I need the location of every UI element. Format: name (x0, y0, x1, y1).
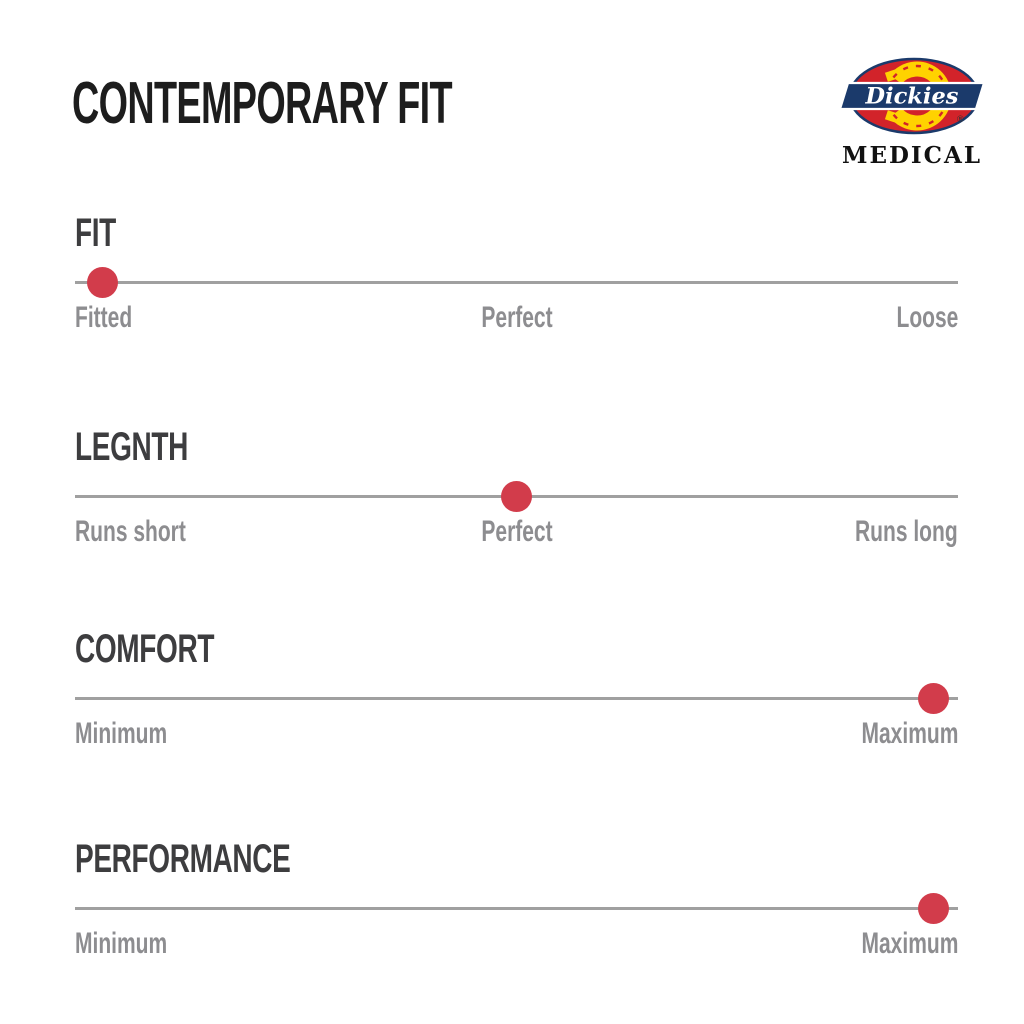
fit-scale-labels (75, 301, 958, 337)
length-scale-labels (75, 515, 958, 551)
comfort-scale-labels (75, 717, 958, 753)
scale-label-left: Runs short (75, 515, 186, 548)
dickies-logo (836, 52, 988, 172)
length-slider-dot (501, 481, 532, 512)
scale-label-right: Maximum (861, 927, 958, 960)
comfort-slider-track (75, 697, 958, 700)
scale-label-right: Loose (896, 301, 958, 334)
section-heading-comfort: COMFORT (75, 627, 215, 671)
performance-slider-dot (918, 893, 949, 924)
dickies-logo-icon (836, 52, 988, 144)
registered-mark: ® (957, 114, 964, 124)
section-heading-performance: PERFORMANCE (75, 837, 291, 881)
page-title: CONTEMPORARY FIT (72, 70, 452, 136)
scale-label-right: Runs long (855, 515, 958, 548)
scale-label-left: Minimum (75, 717, 168, 750)
length-section (75, 427, 958, 557)
fit-section (75, 213, 958, 343)
performance-slider-track (75, 907, 958, 910)
logo-wordmark: Dickies (865, 83, 959, 110)
scale-label-center: Perfect (480, 301, 553, 334)
section-heading-length: LEGNTH (75, 425, 189, 469)
fit-slider-track (75, 281, 958, 284)
comfort-slider-dot (918, 683, 949, 714)
performance-section (75, 839, 958, 969)
comfort-section (75, 629, 958, 759)
scale-label-center: Perfect (480, 515, 553, 548)
fit-slider-dot (87, 267, 118, 298)
section-heading-fit: FIT (75, 211, 116, 255)
brand-medical-label: MEDICAL (841, 142, 983, 169)
scale-label-left: Minimum (75, 927, 168, 960)
scale-label-right: Maximum (861, 717, 958, 750)
performance-scale-labels (75, 927, 958, 963)
scale-label-left: Fitted (75, 301, 133, 334)
